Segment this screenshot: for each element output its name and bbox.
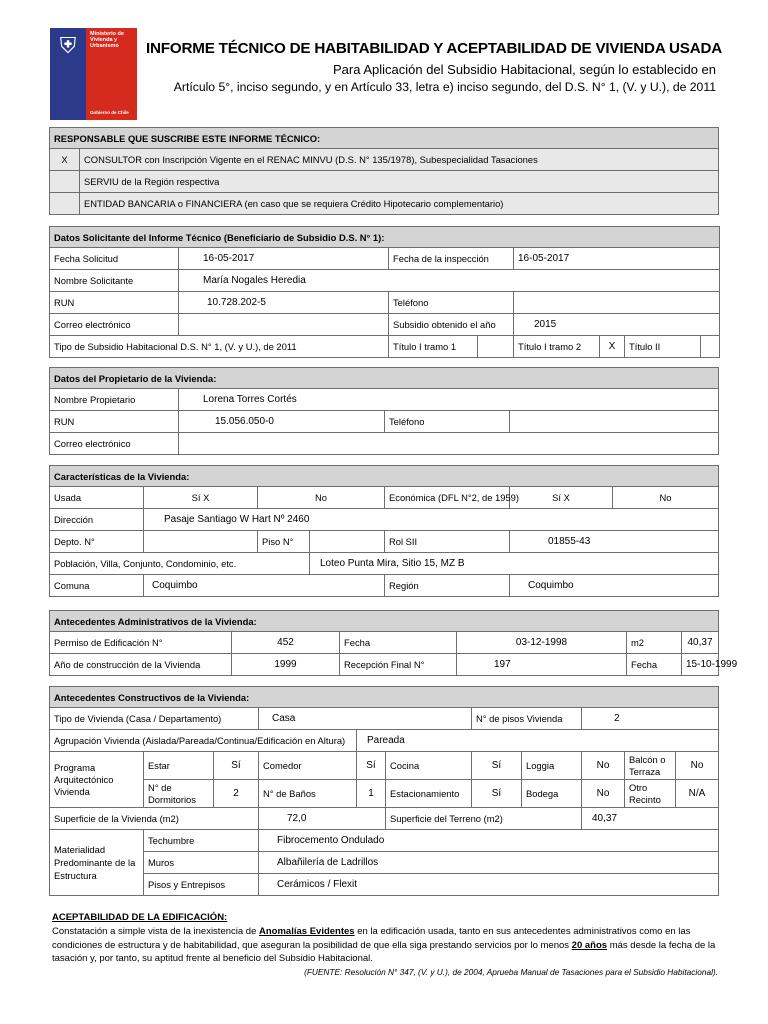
anio-construccion-field[interactable]: 1999 [232, 654, 340, 676]
label: Región [385, 575, 510, 597]
aceptabilidad-text: Constatación a simple vista de la inexistencia de Anomalías Evidentes en la edificación usada, tanto en sus antecedentes administrativos como en las condiciones de estructura y de habitabilidad, que aseguran la posibilidad de que ella siga prestando servicios por lo menos 20 años más desde la fecha de la tasación y, por tanto, su aptitud frente al beneficio del Subsidio Habitacional. [52, 925, 716, 965]
label: Año de construcción de la Vivienda [50, 654, 232, 676]
fecha-inspeccion-field[interactable]: 16-05-2017 [514, 248, 720, 270]
label: Comuna [50, 575, 144, 597]
section-header: Datos Solicitante del Informe Técnico (Beneficiario de Subsidio D.S. N° 1): [50, 227, 720, 248]
fecha-solicitud-field[interactable]: 16-05-2017 [179, 248, 389, 270]
logo-ministry-text: Ministerio de Vivienda y Urbanismo [90, 31, 124, 49]
banos-field[interactable]: 1 [357, 780, 386, 808]
section-header: RESPONSABLE QUE SUSCRIBE ESTE INFORME TÉCNICO: [50, 128, 719, 149]
responsable-mark[interactable] [50, 171, 80, 193]
label: Fecha [340, 632, 457, 654]
label: RUN [50, 411, 179, 433]
tipo-vivienda-field[interactable]: Casa [259, 708, 472, 730]
balcon-field[interactable]: No [676, 752, 719, 780]
responsable-option: SERVIU de la Región respectiva [80, 171, 719, 193]
label: Correo electrónico [50, 314, 179, 336]
piso-field[interactable] [310, 531, 385, 553]
label: Nombre Propietario [50, 389, 179, 411]
sup-terreno-field[interactable]: 40,37 [582, 808, 719, 830]
coat-of-arms-icon: ⛨ [59, 33, 77, 58]
label: N° de pisos Vivienda [472, 708, 582, 730]
years-emphasis: 20 años [571, 939, 608, 951]
label: Teléfono [389, 292, 514, 314]
correo-propietario-field[interactable] [179, 433, 719, 455]
agrupacion-field[interactable]: Pareada [357, 730, 719, 752]
label: Fecha Solicitud [50, 248, 179, 270]
label: Económica (DFL N°2, de 1959) [385, 487, 510, 509]
depto-field[interactable] [144, 531, 258, 553]
direccion-field[interactable]: Pasaje Santiago W Hart Nº 2460 [144, 509, 719, 531]
recepcion-field[interactable]: 197 [457, 654, 627, 676]
label: Cocina [386, 752, 472, 780]
responsable-table [49, 127, 719, 215]
label: Teléfono [385, 411, 510, 433]
label: Tipo de Subsidio Habitacional D.S. N° 1, (V. y U.), de 2011 [50, 336, 389, 358]
label: Pisos y Entrepisos [144, 874, 259, 896]
label: Programa Arquitectónico Vivienda [50, 752, 144, 808]
economica-no-option[interactable]: No [613, 487, 719, 509]
permiso-m2-field[interactable]: 40,37 [682, 632, 719, 654]
label: Muros [144, 852, 259, 874]
label: Techumbre [144, 830, 259, 852]
page-title: INFORME TÉCNICO DE HABITABILIDAD Y ACEPTABILIDAD DE VIVIENDA USADA [146, 40, 723, 57]
otro-recinto-field[interactable]: N/A [676, 780, 719, 808]
economica-si-option[interactable]: Sí X [510, 487, 613, 509]
nombre-solicitante-field[interactable]: María Nogales Heredia [179, 270, 720, 292]
comuna-field[interactable]: Coquimbo [144, 575, 385, 597]
caracteristicas-table [49, 465, 719, 597]
label: Piso N° [258, 531, 310, 553]
usada-no-option[interactable]: No [258, 487, 385, 509]
section-header: Antecedentes Administrativos de la Vivienda: [50, 611, 719, 632]
comedor-field[interactable]: Sí [357, 752, 386, 780]
label: Título I tramo 2 [514, 336, 600, 358]
label: Correo electrónico [50, 433, 179, 455]
bodega-field[interactable]: No [582, 780, 625, 808]
loggia-field[interactable]: No [582, 752, 625, 780]
cocina-field[interactable]: Sí [472, 752, 522, 780]
label: Depto. N° [50, 531, 144, 553]
label: Fecha de la inspección [389, 248, 514, 270]
aceptabilidad-title: ACEPTABILIDAD DE LA EDIFICACIÓN: [52, 912, 228, 923]
label: Población, Villa, Conjunto, Condominio, etc. [50, 553, 310, 575]
label: Fecha [627, 654, 682, 676]
muros-field[interactable]: Albañilería de Ladrillos [259, 852, 719, 874]
label: Bodega [522, 780, 582, 808]
label: Agrupación Vivienda (Aislada/Pareada/Continua/Edificación en Altura) [50, 730, 357, 752]
permiso-field[interactable]: 452 [232, 632, 340, 654]
tramo1-checkbox[interactable] [478, 336, 514, 358]
rol-sii-field[interactable]: 01855-43 [510, 531, 719, 553]
telefono-solicitante-field[interactable] [514, 292, 720, 314]
label: Estacionamiento [386, 780, 472, 808]
label: Dirección [50, 509, 144, 531]
responsable-option: ENTIDAD BANCARIA o FINANCIERA (en caso que se requiera Crédito Hipotecario complementario) [80, 193, 719, 215]
label: Usada [50, 487, 144, 509]
techumbre-field[interactable]: Fibrocemento Ondulado [259, 830, 719, 852]
page-subtitle-1: Para Aplicación del Subsidio Habitacional, según lo establecido en [332, 62, 716, 77]
section-header: Datos del Propietario de la Vivienda: [50, 368, 719, 389]
label: Título II [625, 336, 701, 358]
label: Comedor [259, 752, 357, 780]
label: Superficie del Terreno (m2) [386, 808, 582, 830]
label: N° de Dormitorios [144, 780, 214, 808]
logo-government-text: Gobierno de Chile [90, 110, 129, 115]
estacionamiento-field[interactable]: Sí [472, 780, 522, 808]
label: Tipo de Vivienda (Casa / Departamento) [50, 708, 259, 730]
label: Loggia [522, 752, 582, 780]
permiso-fecha-field[interactable]: 03-12-1998 [457, 632, 627, 654]
constructivos-table [49, 686, 719, 896]
anomalias-emphasis: Anomalías Evidentes [259, 925, 355, 937]
run-propietario-field[interactable]: 15.056.050-0 [179, 411, 385, 433]
region-field[interactable]: Coquimbo [510, 575, 719, 597]
correo-solicitante-field[interactable] [179, 314, 389, 336]
nombre-propietario-field[interactable]: Lorena Torres Cortés [179, 389, 719, 411]
pisos-vivienda-field[interactable]: 2 [582, 708, 719, 730]
tramo2-checkbox[interactable]: X [600, 336, 625, 358]
ministry-logo [50, 28, 137, 120]
label: Subsidio obtenido el año [389, 314, 514, 336]
label: Permiso de Edificación N° [50, 632, 232, 654]
label: Recepción Final N° [340, 654, 457, 676]
pisos-entrepisos-field[interactable]: Cerámicos / Flexit [259, 874, 719, 896]
telefono-propietario-field[interactable] [510, 411, 719, 433]
label: Título I tramo 1 [389, 336, 478, 358]
responsable-option: CONSULTOR con Inscripción Vigente en el RENAC MINVU (D.S. N° 135/1978), Subespecialidad Tasaciones [80, 149, 719, 171]
sup-vivienda-field[interactable]: 72,0 [259, 808, 386, 830]
responsable-mark[interactable] [50, 193, 80, 215]
propietario-table [49, 367, 719, 455]
estar-field[interactable]: Sí [214, 752, 259, 780]
administrativos-table [49, 610, 738, 676]
page-subtitle-2: Artículo 5°, inciso segundo, y en Artículo 33, letra e) inciso segundo, del D.S. N° 1, (V. y U.), de 2011 [173, 80, 716, 94]
label: N° de Baños [259, 780, 357, 808]
label: Nombre Solicitante [50, 270, 179, 292]
source-note: (FUENTE: Resolución N° 347, (V. y U.), de 2004, Aprueba Manual de Tasaciones para el Subsidio Habitacional). [304, 967, 718, 978]
poblacion-field[interactable]: Loteo Punta Mira, Sitio 15, MZ B [310, 553, 719, 575]
label: Otro Recinto [625, 780, 676, 808]
titulo2-checkbox[interactable] [701, 336, 720, 358]
responsable-mark[interactable]: X [50, 149, 80, 171]
usada-si-option[interactable]: Sí X [144, 487, 258, 509]
section-header: Características de la Vivienda: [50, 466, 719, 487]
label: Superficie de la Vivienda (m2) [50, 808, 259, 830]
label: Estar [144, 752, 214, 780]
dormitorios-field[interactable]: 2 [214, 780, 259, 808]
section-header: Antecedentes Constructivos de la Vivienda: [50, 687, 719, 708]
label: m2 [627, 632, 682, 654]
recepcion-fecha-field[interactable]: 15-10-1999 [682, 654, 719, 676]
label: Rol SII [385, 531, 510, 553]
label: RUN [50, 292, 179, 314]
aceptabilidad-section [52, 911, 718, 980]
subsidio-anio-field[interactable]: 2015 [514, 314, 720, 336]
label: Balcón o Terraza [625, 752, 676, 780]
label: Materialidad Predominante de la Estructura [50, 830, 144, 896]
run-solicitante-field[interactable]: 10.728.202-5 [179, 292, 389, 314]
solicitante-table [49, 226, 720, 358]
